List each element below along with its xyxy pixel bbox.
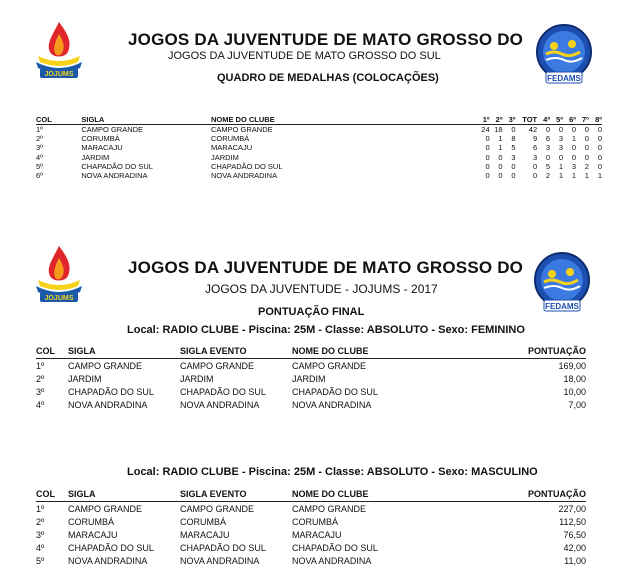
event-info: Local: RADIO CLUBE - Piscina: 25M - Classe: ABSOLUTO - Sexo: FEMININO [127,324,525,336]
cell-col: 1º [36,360,45,371]
svg-text:JOJUMS: JOJUMS [44,295,74,302]
cell-total: 42 [528,125,538,135]
swimmers-icon [530,250,594,314]
swimmers-icon [532,22,596,86]
fifth-header: 5º [550,114,563,125]
cell-sigla: MARACAJU [81,143,123,153]
fedams-logo [532,22,596,91]
svg-text:JOJUMS: JOJUMS [44,71,74,78]
cell-eighth: 0 [597,152,602,162]
cell-nome: CORUMBÁ [292,516,339,527]
cell-pontuacao: 227,00 [558,503,586,514]
nome-header: NOME DO CLUBE [292,345,492,359]
table-row [36,372,586,385]
pontuacao-header: PONTUAÇÃO [492,488,586,502]
cell-col: 2º [36,516,45,527]
cell-col: 5º [36,161,43,171]
cell-fourth: 3 [545,143,551,153]
cell-eighth: 1 [597,171,602,181]
cell-eighth: 0 [597,143,602,153]
cell-fourth: 6 [545,134,551,144]
cell-nome: CHAPADÃO DO SUL [210,161,283,171]
cell-first: 0 [485,161,490,171]
table-row [36,143,602,152]
cell-col: 4º [36,152,43,162]
page-title: JOGOS DA JUVENTUDE DE MATO GROSSO DO [128,258,524,277]
cell-col: 5º [36,555,45,566]
pontuacao-header: PONTUAÇÃO [492,345,586,359]
cell-col: 4º [36,542,45,553]
first-header: 1º [477,114,490,125]
cell-eighth: 0 [597,134,602,144]
cell-fifth: 0 [558,152,564,162]
cell-sixth: 1 [571,171,576,181]
cell-fourth: 0 [545,125,551,135]
table-row [36,134,602,143]
points-table-feminino [36,345,586,411]
event-info: Local: RADIO CLUBE - Piscina: 25M - Classe: ABSOLUTO - Sexo: MASCULINO [127,466,538,478]
nome-header: NOME DO CLUBE [292,488,492,502]
cell-nome: CAMPO GRANDE [210,125,273,135]
cell-sixth: 3 [571,161,576,171]
cell-pontuacao: 10,00 [563,386,586,397]
cell-first: 0 [485,143,490,153]
cell-sixth: 0 [571,152,576,162]
cell-sigla: JARDIM [81,152,110,162]
cell-evento: JARDIM [180,373,214,384]
cell-third: 3 [511,152,516,162]
cell-col: 3º [36,143,43,153]
cell-sixth: 1 [571,134,576,144]
section-heading: PONTUAÇÃO FINAL [258,306,365,318]
fourth-header: 4º [537,114,550,125]
cell-sigla: CORUMBÁ [81,134,120,144]
cell-third: 0 [511,161,516,171]
cell-seventh: 1 [584,171,589,181]
table-row [36,359,586,373]
table-row [36,162,602,171]
cell-first: 0 [485,134,490,144]
cell-sigla: CAMPO GRANDE [81,125,144,135]
cell-evento: NOVA ANDRADINA [180,555,260,566]
cell-evento: CAMPO GRANDE [180,503,255,514]
table-row [36,541,586,554]
cell-col: 2º [36,373,45,384]
cell-nome: MARACAJU [292,529,342,540]
cell-col: 3º [36,529,45,540]
cell-total: 0 [532,171,538,181]
cell-sigla: CHAPADÃO DO SUL [68,542,154,553]
cell-fifth: 1 [558,171,564,181]
nome-header: NOME DO CLUBE [211,114,477,125]
cell-third: 0 [511,125,516,135]
third-header: 3º [503,114,516,125]
cell-third: 8 [511,134,516,144]
cell-nome: NOVA ANDRADINA [210,171,278,181]
cell-first: 0 [485,171,490,181]
cell-evento: MARACAJU [180,529,230,540]
cell-pontuacao: 42,00 [563,542,586,553]
cell-pontuacao: 112,50 [559,516,586,527]
eighth-header: 8º [589,114,602,125]
cell-fifth: 1 [558,161,564,171]
table-row [36,502,586,516]
cell-total: 3 [532,152,538,162]
jojums-logo [28,18,90,85]
col-header: COL [36,114,81,125]
cell-second: 0 [498,161,503,171]
cell-fifth: 3 [558,134,564,144]
table-row [36,171,602,180]
cell-sigla: MARACAJU [68,529,118,540]
cell-seventh: 0 [584,152,589,162]
cell-eighth: 0 [597,125,602,135]
total-header: TOT [516,114,538,125]
sigla-evento-header: SIGLA EVENTO [180,345,292,359]
cell-nome: CHAPADÃO DO SUL [292,542,378,553]
cell-seventh: 0 [584,125,589,135]
col-header: COL [36,345,68,359]
cell-sigla: NOVA ANDRADINA [81,171,148,181]
page-subtitle: JOGOS DA JUVENTUDE - JOJUMS - 2017 [205,282,438,296]
cell-sigla: NOVA ANDRADINA [68,399,148,410]
sigla-header: SIGLA [81,114,211,125]
cell-total: 6 [532,143,538,153]
sixth-header: 6º [563,114,576,125]
cell-evento: CORUMBÁ [180,516,227,527]
cell-nome: JARDIM [292,373,326,384]
cell-third: 0 [511,171,516,181]
cell-second: 0 [498,171,503,181]
cell-second: 0 [498,152,503,162]
cell-first: 0 [485,152,490,162]
cell-sigla: CHAPADÃO DO SUL [81,161,153,171]
cell-sigla: CAMPO GRANDE [68,360,143,371]
cell-evento: NOVA ANDRADINA [180,399,260,410]
cell-sigla: CHAPADÃO DO SUL [68,386,154,397]
cell-col: 1º [36,125,43,135]
sigla-evento-header: SIGLA EVENTO [180,488,292,502]
cell-first: 24 [481,125,490,135]
table-row [36,554,586,567]
cell-sigla: CORUMBÁ [68,516,115,527]
cell-total: 0 [532,161,538,171]
cell-seventh: 0 [584,143,589,153]
cell-pontuacao: 76,50 [563,529,586,540]
table-row [36,125,602,135]
cell-col: 1º [36,503,45,514]
cell-evento: CHAPADÃO DO SUL [180,386,266,397]
points-table-masculino [36,488,586,567]
svg-text:FEDAMS: FEDAMS [545,302,579,311]
cell-col: 2º [36,134,43,144]
cell-second: 1 [498,143,503,153]
cell-second: 18 [494,125,503,135]
col-header: COL [36,488,68,502]
sigla-header: SIGLA [68,488,180,502]
page-subtitle: JOGOS DA JUVENTUDE DE MATO GROSSO DO SUL [168,50,441,62]
sigla-header: SIGLA [68,345,180,359]
cell-fourth: 2 [545,171,551,181]
seventh-header: 7º [576,114,589,125]
cell-nome: JARDIM [210,152,239,162]
cell-evento: CAMPO GRANDE [180,360,255,371]
table-row [36,398,586,411]
cell-eighth: 0 [597,161,602,171]
medal-table [36,114,602,180]
cell-pontuacao: 7,00 [568,399,586,410]
cell-pontuacao: 11,00 [564,555,586,566]
cell-col: 3º [36,386,45,397]
table-row [36,153,602,162]
cell-sigla: CAMPO GRANDE [68,503,143,514]
cell-sigla: JARDIM [68,373,102,384]
jojums-logo [28,242,90,309]
cell-nome: NOVA ANDRADINA [292,555,372,566]
cell-sixth: 0 [571,143,576,153]
cell-col: 6º [36,171,43,181]
second-header: 2º [490,114,503,125]
cell-sixth: 0 [571,125,576,135]
svg-text:FEDAMS: FEDAMS [547,74,581,83]
cell-seventh: 2 [584,161,589,171]
cell-nome: MARACAJU [210,143,253,153]
cell-nome: CHAPADÃO DO SUL [292,386,378,397]
cell-second: 1 [498,134,503,144]
cell-nome: CAMPO GRANDE [292,503,367,514]
cell-fourth: 5 [545,161,551,171]
cell-third: 5 [511,143,516,153]
cell-pontuacao: 169,00 [558,360,586,371]
cell-total: 9 [532,134,538,144]
table-row [36,385,586,398]
section-heading: QUADRO DE MEDALHAS (COLOCAÇÕES) [217,72,439,84]
cell-nome: CAMPO GRANDE [292,360,367,371]
cell-fifth: 3 [558,143,564,153]
cell-sigla: NOVA ANDRADINA [68,555,148,566]
cell-col: 4º [36,399,45,410]
table-row [36,528,586,541]
cell-fourth: 0 [545,152,551,162]
cell-seventh: 0 [584,134,589,144]
flame-icon [28,242,90,304]
cell-fifth: 0 [558,125,564,135]
flame-icon [28,18,90,80]
cell-evento: CHAPADÃO DO SUL [180,542,266,553]
fedams-logo [530,250,594,319]
cell-nome: CORUMBÁ [210,134,250,144]
table-row [36,515,586,528]
cell-nome: NOVA ANDRADINA [292,399,372,410]
page-title: JOGOS DA JUVENTUDE DE MATO GROSSO DO [128,30,524,49]
cell-pontuacao: 18,00 [563,373,586,384]
